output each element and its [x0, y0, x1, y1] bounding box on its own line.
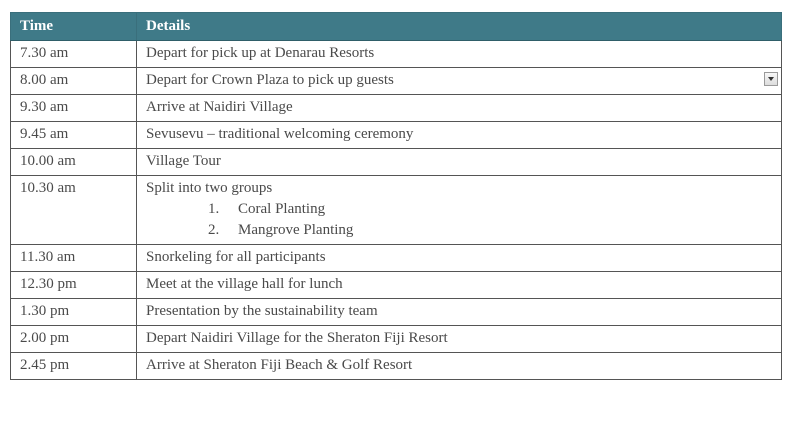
details-cell: Sevusevu – traditional welcoming ceremony [137, 122, 782, 149]
time-cell: 2.45 pm [11, 353, 137, 380]
table-body [11, 41, 782, 380]
details-cell: Presentation by the sustainability team [137, 299, 782, 326]
list-item [146, 220, 773, 241]
groups-list [146, 199, 773, 241]
time-cell: 2.00 pm [11, 326, 137, 353]
time-cell: 7.30 am [11, 41, 137, 68]
table-row [11, 245, 782, 272]
details-cell [137, 68, 782, 95]
time-cell: 9.45 am [11, 122, 137, 149]
details-cell: Depart Naidiri Village for the Sheraton Fiji Resort [137, 326, 782, 353]
details-cell: Meet at the village hall for lunch [137, 272, 782, 299]
details-cell: Arrive at Naidiri Village [137, 95, 782, 122]
table-row [11, 68, 782, 95]
list-number: 1. [208, 201, 220, 217]
table-row [11, 299, 782, 326]
table-row [11, 326, 782, 353]
details-text: Split into two groups [146, 180, 273, 196]
details-cell: Snorkeling for all participants [137, 245, 782, 272]
list-item [146, 199, 773, 220]
list-text: Coral Planting [238, 201, 326, 217]
table-row [11, 272, 782, 299]
table-row [11, 95, 782, 122]
chevron-down-icon[interactable] [764, 72, 778, 86]
list-text: Mangrove Planting [238, 222, 354, 238]
table-row [11, 176, 782, 245]
time-cell: 10.30 am [11, 176, 137, 245]
header-details: Details [137, 13, 782, 41]
header-row [11, 13, 782, 41]
header-time: Time [11, 13, 137, 41]
time-cell: 9.30 am [11, 95, 137, 122]
details-cell: Arrive at Sheraton Fiji Beach & Golf Resort [137, 353, 782, 380]
table-row [11, 353, 782, 380]
time-cell: 12.30 pm [11, 272, 137, 299]
time-cell: 10.00 am [11, 149, 137, 176]
details-cell: Village Tour [137, 149, 782, 176]
table-header [11, 13, 782, 41]
time-cell: 8.00 am [11, 68, 137, 95]
table-row [11, 41, 782, 68]
time-cell: 1.30 pm [11, 299, 137, 326]
table-row [11, 122, 782, 149]
details-text: Depart for Crown Plaza to pick up guests [146, 72, 394, 88]
details-cell: Depart for pick up at Denarau Resorts [137, 41, 782, 68]
time-cell: 11.30 am [11, 245, 137, 272]
table-row [11, 149, 782, 176]
details-cell [137, 176, 782, 245]
schedule-table [10, 12, 782, 380]
list-number: 2. [208, 222, 220, 238]
